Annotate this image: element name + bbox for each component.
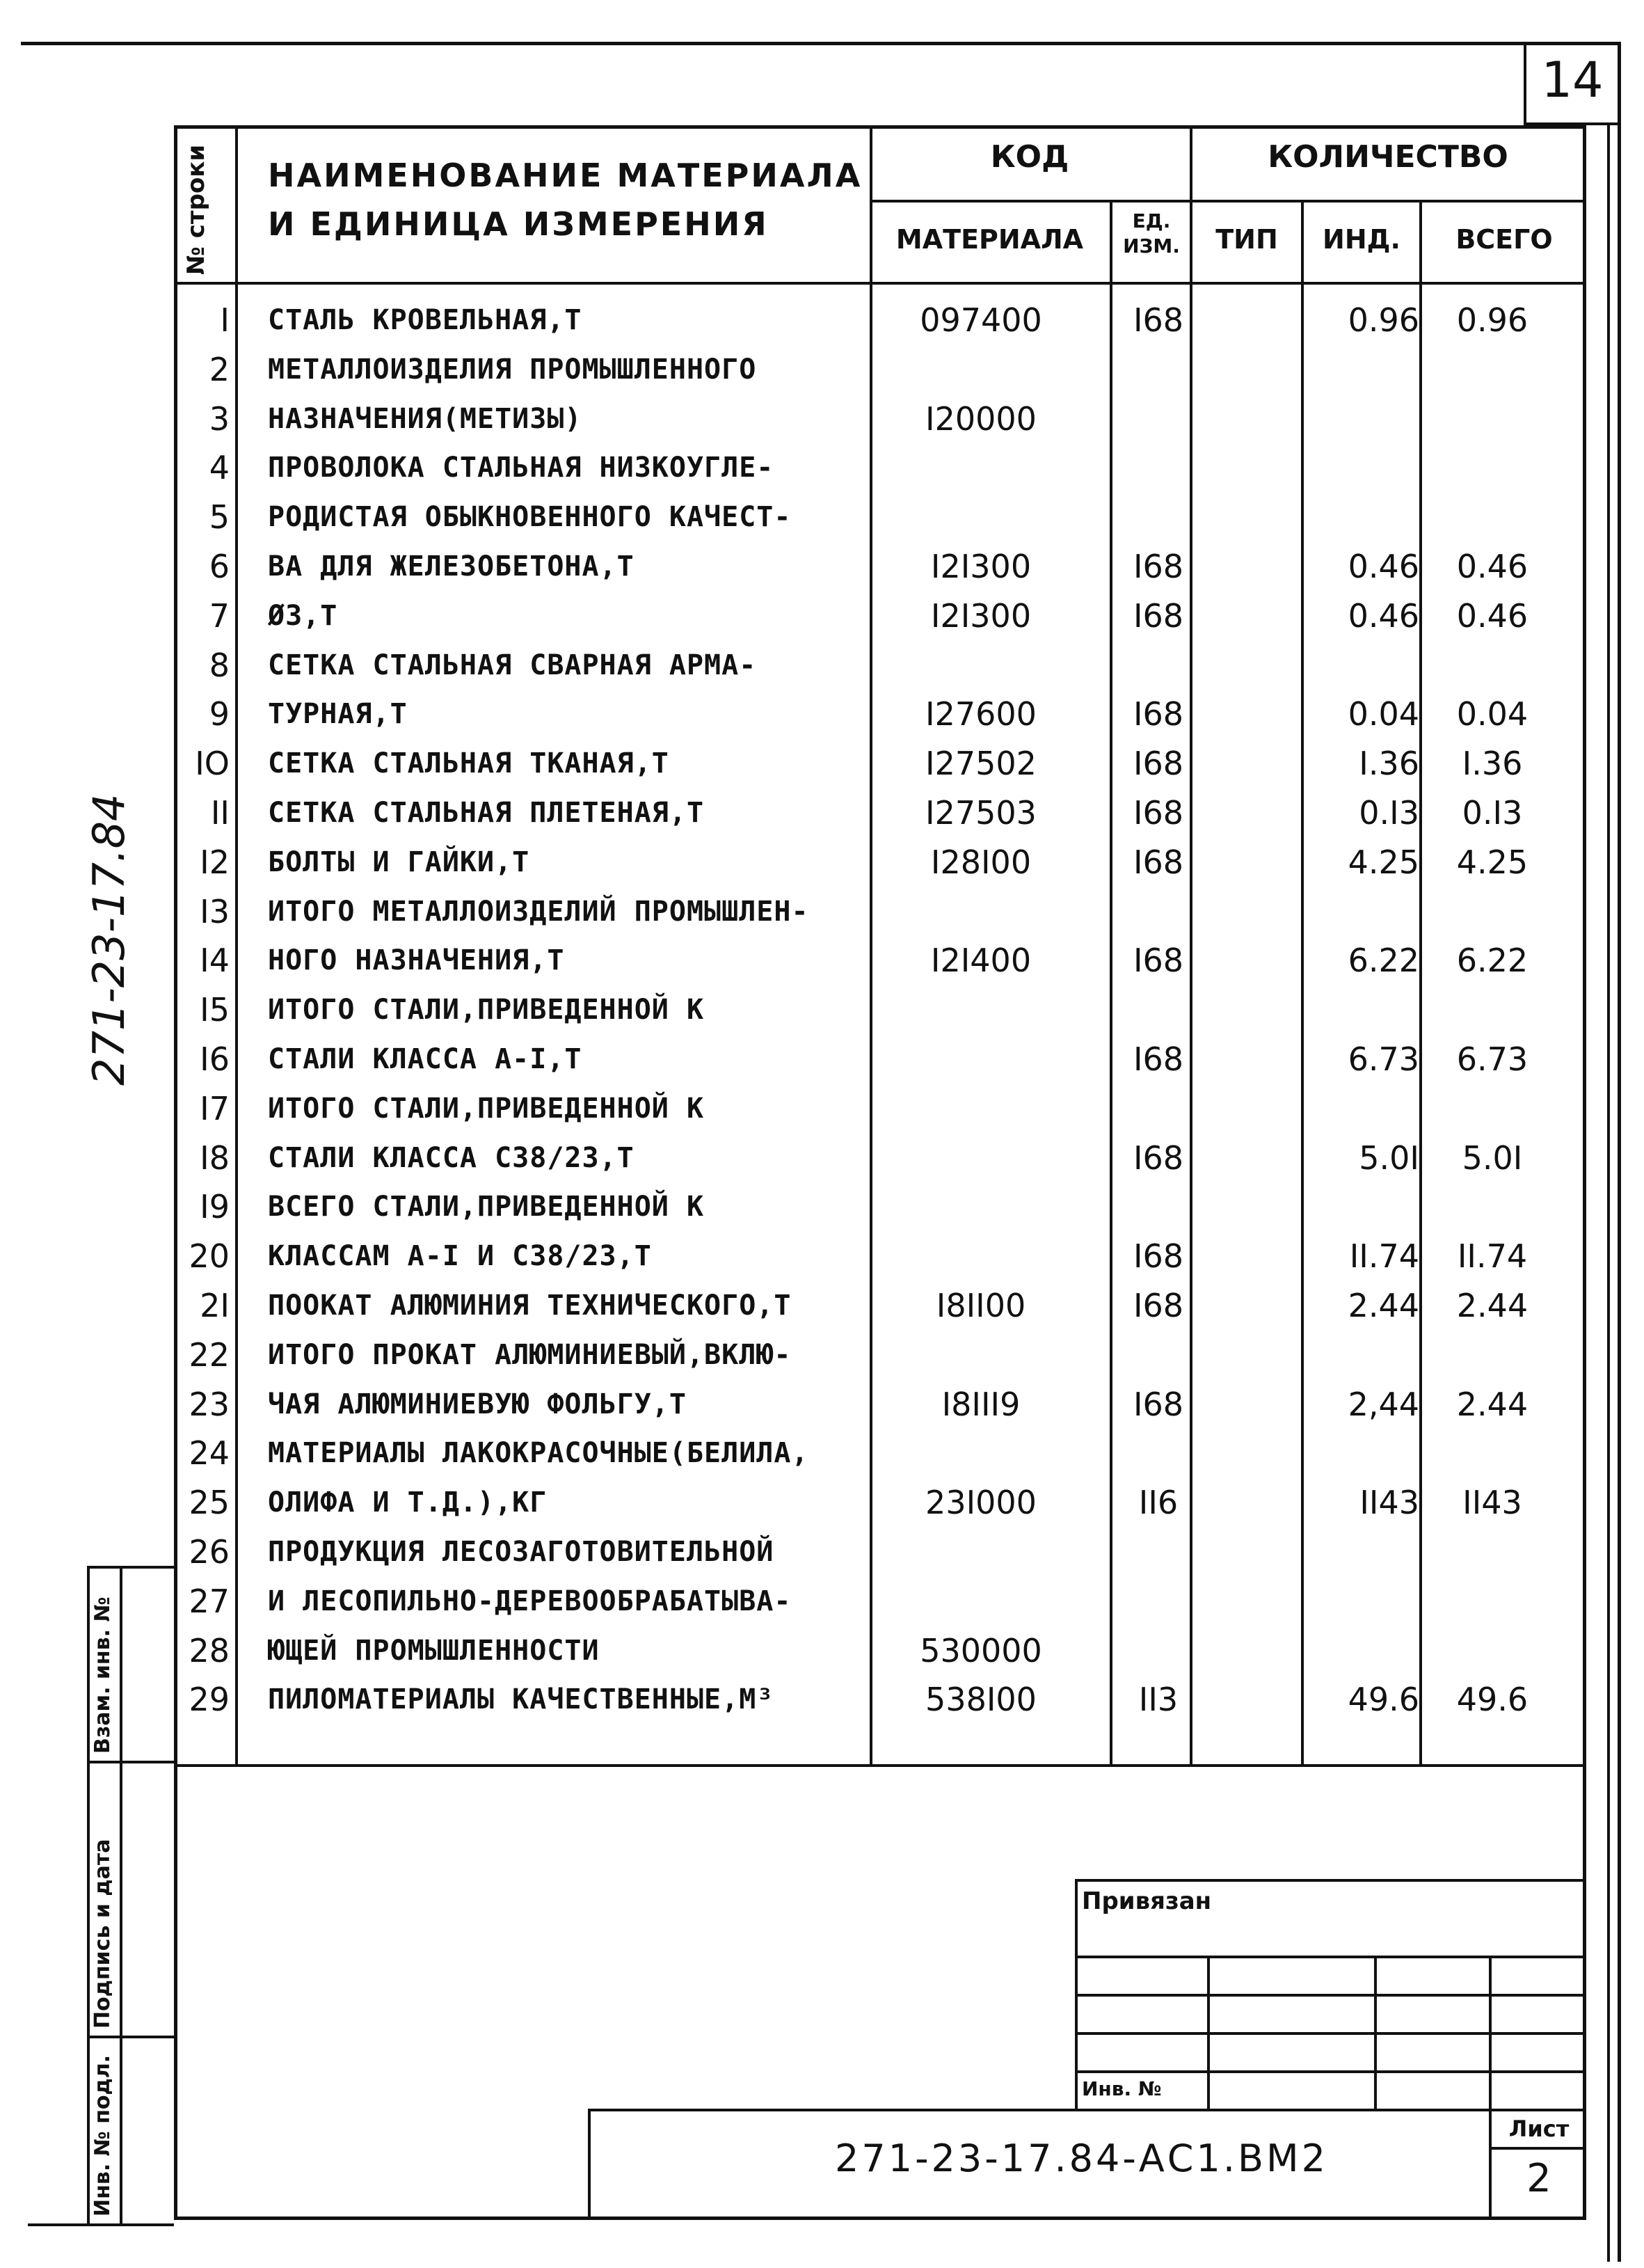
material-name: ИТОГО МЕТАЛЛОИЗДЕЛИЙ ПРОМЫШЛЕН- <box>268 895 809 928</box>
header-ind: ИНД. <box>1323 224 1400 255</box>
material-name: СТАЛИ КЛАССА А-I,Т <box>268 1043 582 1075</box>
header-bottom-line <box>174 282 1586 285</box>
quantity-total <box>1433 1429 1551 1478</box>
material-name: СТАЛЬ КРОВЕЛЬНАЯ,Т <box>268 304 582 336</box>
row-number: 27 <box>189 1582 230 1620</box>
material-code <box>880 1232 1082 1281</box>
unit-code: I68 <box>1133 548 1184 585</box>
quantity-ind <box>1308 1429 1419 1478</box>
unit-code: I68 <box>1133 301 1184 339</box>
material-name: ЧАЯ АЛЮМИНИЕВУЮ ФОЛЬГУ,Т <box>268 1388 687 1420</box>
quantity-total <box>1433 887 1551 937</box>
sheet-box-mid-line <box>1489 2147 1586 2150</box>
unit-code: I68 <box>1133 1287 1184 1324</box>
row-number: 26 <box>189 1533 230 1571</box>
quantity-ind <box>1308 1626 1419 1676</box>
table-row <box>0 296 1644 345</box>
sheet-label: Лист <box>1508 2116 1570 2142</box>
quantity-ind: I.36 <box>1359 745 1419 783</box>
row-number: 29 <box>189 1681 230 1719</box>
row-number: I4 <box>200 942 230 980</box>
table-row <box>0 1281 1644 1331</box>
quantity-total: 0.96 <box>1456 301 1529 339</box>
quantity-total <box>1433 1577 1551 1626</box>
row-number: I9 <box>200 1188 230 1226</box>
material-name: ПИЛОМАТЕРИАЛЫ КАЧЕСТВЕННЫЕ,М³ <box>268 1683 774 1716</box>
quantity-total <box>1433 1528 1551 1577</box>
material-name: НАЗНАЧЕНИЯ(МЕТИЗЫ) <box>268 402 582 435</box>
material-name: ЮЩЕЙ ПРОМЫШЛЕННОСТИ <box>268 1634 600 1667</box>
quantity-ind: 0.46 <box>1348 596 1419 635</box>
quantity-ind <box>1308 1577 1419 1626</box>
unit-code <box>1120 1182 1197 1232</box>
stamp-grid-line-3 <box>1075 2032 1586 2035</box>
material-code: 097400 <box>920 301 1042 339</box>
quantity-ind: 0.I3 <box>1359 794 1419 832</box>
row-number: 23 <box>189 1385 230 1423</box>
stamp-grid-col-2 <box>1374 1956 1377 2109</box>
quantity-total: 5.0I <box>1462 1139 1523 1177</box>
row-number: 22 <box>189 1335 230 1374</box>
unit-code: I68 <box>1133 596 1184 635</box>
quantity-total <box>1433 1084 1551 1134</box>
unit-code: I68 <box>1133 794 1184 832</box>
table-row <box>0 1182 1644 1232</box>
table-bottom-line <box>174 1764 1586 1767</box>
side-code: 271-23-17.84 <box>83 793 134 1086</box>
quantity-total: 0.46 <box>1456 548 1529 585</box>
quantity-total: 2.44 <box>1456 1385 1529 1423</box>
quantity-total <box>1433 985 1551 1035</box>
stamp-grid-col-1 <box>1207 1956 1210 2109</box>
quantity-total: 6.22 <box>1456 942 1529 980</box>
material-code: I2I400 <box>930 942 1032 980</box>
unit-code <box>1120 443 1197 493</box>
table-row <box>0 788 1644 838</box>
stamp-grid-line-4 <box>1075 2070 1586 2073</box>
material-name: СЕТКА СТАЛЬНАЯ ПЛЕТЕНАЯ,Т <box>268 797 705 829</box>
stamp-top-line <box>1075 1879 1586 1882</box>
quantity-total <box>1433 1182 1551 1232</box>
stamp-grid-line-1 <box>1075 1956 1586 1958</box>
row-number: 2I <box>200 1287 230 1324</box>
quantity-ind <box>1308 345 1419 395</box>
quantity-total: 0.04 <box>1456 695 1529 733</box>
unit-code: II6 <box>1138 1484 1179 1522</box>
row-number: I7 <box>200 1089 230 1127</box>
quantity-ind <box>1308 641 1419 690</box>
unit-code: I68 <box>1133 745 1184 783</box>
material-name: СЕТКА СТАЛЬНАЯ СВАРНАЯ АРМА- <box>268 649 757 681</box>
quantity-total <box>1433 493 1551 542</box>
material-name: ОЛИФА И Т.Д.),КГ <box>268 1486 548 1519</box>
table-row <box>0 887 1644 937</box>
material-code: I27503 <box>925 794 1037 832</box>
sheet-value: 2 <box>1526 2156 1551 2201</box>
quantity-ind: 0.46 <box>1348 548 1419 585</box>
doc-code: 271-23-17.84-АС1.ВМ2 <box>835 2136 1328 2180</box>
quantity-ind <box>1308 443 1419 493</box>
row-number: I5 <box>200 991 230 1029</box>
material-name: И ЛЕСОПИЛЬНО-ДЕРЕВООБРАБАТЫВА- <box>268 1585 792 1617</box>
table-row <box>0 1134 1644 1183</box>
unit-code <box>1120 1429 1197 1478</box>
title-block-left-line <box>588 2109 591 2220</box>
row-number: 5 <box>209 498 230 537</box>
unit-code: I68 <box>1133 1237 1184 1276</box>
unit-code: I68 <box>1133 942 1184 980</box>
row-number: IO <box>195 745 230 783</box>
header-code: КОД <box>990 139 1069 175</box>
table-row <box>0 1380 1644 1429</box>
quantity-total: I.36 <box>1462 745 1523 783</box>
material-code <box>880 1577 1082 1626</box>
row-number: 7 <box>209 596 230 635</box>
row-number: I <box>220 301 230 339</box>
unit-code <box>1120 1528 1197 1577</box>
unit-code <box>1120 1577 1197 1626</box>
sheet-number-top: 14 <box>1541 51 1604 109</box>
unit-code <box>1120 1626 1197 1676</box>
table-row <box>0 1084 1644 1134</box>
header-total: ВСЕГО <box>1455 224 1553 255</box>
side-stamp-left <box>87 1566 90 2223</box>
material-name: ИТОГО СТАЛИ,ПРИВЕДЕННОЙ К <box>268 994 705 1026</box>
side-label-signature-date: Подпись и дата <box>90 1839 115 2029</box>
material-code: I2I300 <box>930 548 1032 585</box>
unit-code: I68 <box>1133 1139 1184 1177</box>
table-row <box>0 985 1644 1035</box>
quantity-ind <box>1308 1182 1419 1232</box>
quantity-ind: 5.0I <box>1359 1139 1419 1177</box>
table-row <box>0 1331 1644 1380</box>
header-row-no: № строки <box>182 144 210 275</box>
material-name: МЕТАЛЛОИЗДЕЛИЯ ПРОМЫШЛЕННОГО <box>268 353 757 386</box>
material-code: I27502 <box>925 745 1037 783</box>
table-row <box>0 493 1644 542</box>
material-name: ПРОВОЛОКА СТАЛЬНАЯ НИЗКОУГЛЕ- <box>268 452 774 484</box>
quantity-ind: 0.04 <box>1348 695 1419 733</box>
material-code: I2I300 <box>930 596 1032 635</box>
quantity-total: 49.6 <box>1456 1681 1529 1719</box>
table-row <box>0 1626 1644 1676</box>
unit-code <box>1120 395 1197 444</box>
material-name: ИТОГО СТАЛИ,ПРИВЕДЕННОЙ К <box>268 1092 705 1125</box>
material-code <box>880 345 1082 395</box>
quantity-ind <box>1308 1331 1419 1380</box>
unit-code <box>1120 1084 1197 1134</box>
material-code: I8III9 <box>941 1385 1021 1423</box>
table-row <box>0 936 1644 985</box>
table-row <box>0 345 1644 395</box>
material-code <box>880 641 1082 690</box>
material-code <box>880 1182 1082 1232</box>
row-number: I6 <box>200 1040 230 1078</box>
table-row <box>0 641 1644 690</box>
row-number: 20 <box>189 1237 230 1276</box>
side-stamp-top <box>87 1566 174 1569</box>
side-stamp-bottom <box>28 2223 174 2226</box>
quantity-total <box>1433 443 1551 493</box>
row-number: II <box>210 794 230 832</box>
material-code <box>880 1331 1082 1380</box>
table-row <box>0 443 1644 493</box>
material-name: ТУРНАЯ,Т <box>268 698 408 731</box>
quantity-total <box>1433 641 1551 690</box>
unit-code: I68 <box>1133 1040 1184 1078</box>
quantity-total <box>1433 1331 1551 1380</box>
unit-code: I68 <box>1133 1385 1184 1423</box>
quantity-ind: 6.22 <box>1348 942 1419 980</box>
unit-code <box>1120 985 1197 1035</box>
table-row <box>0 1232 1644 1281</box>
material-name: БОЛТЫ И ГАЙКИ,Т <box>268 846 530 878</box>
unit-code <box>1120 493 1197 542</box>
quantity-ind: 2,44 <box>1348 1385 1419 1423</box>
table-row <box>0 690 1644 739</box>
quantity-total: 0.46 <box>1456 596 1529 635</box>
table-row <box>0 739 1644 788</box>
material-code <box>880 1528 1082 1577</box>
header-unit: ЕД. ИЗМ. <box>1123 209 1180 257</box>
material-code <box>880 1429 1082 1478</box>
material-code <box>880 1035 1082 1084</box>
unit-code <box>1120 641 1197 690</box>
side-label-inv-orig: Инв. № подл. <box>90 2054 115 2217</box>
stamp-grid-line-2 <box>1075 1994 1586 1997</box>
side-stamp-inner <box>120 1566 122 2223</box>
quantity-ind <box>1308 1528 1419 1577</box>
quantity-total <box>1433 1626 1551 1676</box>
material-name: МАТЕРИАЛЫ ЛАКОКРАСОЧНЫЕ(БЕЛИЛА, <box>268 1437 809 1470</box>
material-code <box>880 887 1082 937</box>
table-row <box>0 1478 1644 1528</box>
table-row <box>0 838 1644 887</box>
quantity-total: 6.73 <box>1456 1040 1529 1078</box>
row-number: 8 <box>209 646 230 684</box>
material-name: ВА ДЛЯ ЖЕЛЕЗОБЕТОНА,Т <box>268 550 635 582</box>
quantity-ind <box>1308 985 1419 1035</box>
table-row <box>0 1429 1644 1478</box>
quantity-ind <box>1308 887 1419 937</box>
row-number: 28 <box>189 1631 230 1670</box>
title-block-top-line <box>588 2109 1586 2111</box>
page-number-box-left <box>1524 42 1526 125</box>
header-material: МАТЕРИАЛА <box>895 224 1084 255</box>
table-row <box>0 395 1644 444</box>
quantity-ind: 2.44 <box>1348 1287 1419 1324</box>
material-code: I28I00 <box>930 843 1032 881</box>
side-label-replaced-inv: Взам. инв. № <box>90 1596 115 1754</box>
side-stamp-div-1 <box>87 1761 174 1763</box>
unit-code <box>1120 345 1197 395</box>
quantity-ind: 6.73 <box>1348 1040 1419 1078</box>
unit-code <box>1120 887 1197 937</box>
table-row <box>0 592 1644 641</box>
material-code: I27600 <box>925 695 1037 733</box>
row-number: 24 <box>189 1434 230 1473</box>
header-quantity: КОЛИЧЕСТВО <box>1268 139 1508 175</box>
table-row <box>0 1577 1644 1626</box>
material-name: ПООКАТ АЛЮМИНИЯ ТЕХНИЧЕСКОГО,Т <box>268 1290 792 1322</box>
quantity-ind <box>1308 1084 1419 1134</box>
unit-code: I68 <box>1133 695 1184 733</box>
quantity-total: II43 <box>1462 1484 1522 1522</box>
table-row <box>0 1528 1644 1577</box>
header-mid-line <box>870 200 1586 203</box>
row-number: 9 <box>209 695 230 733</box>
material-code: 23I000 <box>925 1484 1037 1522</box>
row-number: 2 <box>209 350 230 388</box>
table-row <box>0 542 1644 592</box>
material-name: ВСЕГО СТАЛИ,ПРИВЕДЕННОЙ К <box>268 1191 705 1223</box>
material-code <box>880 1084 1082 1134</box>
quantity-total: 2.44 <box>1456 1287 1529 1324</box>
material-name: СТАЛИ КЛАССА С38/23,Т <box>268 1141 635 1174</box>
quantity-ind: II43 <box>1359 1484 1419 1522</box>
row-number: I8 <box>200 1139 230 1177</box>
material-name: РОДИСТАЯ ОБЫКНОВЕННОГО КАЧЕСТ- <box>268 501 792 534</box>
row-number: 6 <box>209 548 230 585</box>
quantity-total <box>1433 395 1551 444</box>
material-code: 538I00 <box>925 1681 1037 1719</box>
material-name: Ø3,Т <box>268 599 338 632</box>
stamp-grid-col-3 <box>1489 1956 1492 2109</box>
material-code: I8II00 <box>936 1287 1026 1324</box>
material-code <box>880 985 1082 1035</box>
unit-code: II3 <box>1138 1681 1179 1719</box>
material-code <box>880 493 1082 542</box>
table-row <box>0 1675 1644 1724</box>
row-number: 3 <box>209 399 230 438</box>
quantity-total: 4.25 <box>1456 843 1529 881</box>
unit-code <box>1120 1331 1197 1380</box>
quantity-ind <box>1308 395 1419 444</box>
quantity-ind: 49.6 <box>1348 1681 1419 1719</box>
header-type: ТИП <box>1215 224 1278 255</box>
material-code: I20000 <box>925 399 1037 438</box>
row-number: 25 <box>189 1484 230 1522</box>
material-name: КЛАССАМ А-I И С38/23,Т <box>268 1240 652 1273</box>
row-number: 4 <box>209 449 230 487</box>
material-code: 530000 <box>920 1631 1042 1670</box>
material-name: ИТОГО ПРОКАТ АЛЮМИНИЕВЫЙ,ВКЛЮ- <box>268 1338 792 1371</box>
row-number: I3 <box>200 892 230 930</box>
header-name-line1: НАИМЕНОВАНИЕ МАТЕРИАЛА <box>268 157 863 194</box>
quantity-ind: II.74 <box>1349 1237 1419 1276</box>
header-name-line2: И ЕДИНИЦА ИЗМЕРЕНИЯ <box>268 205 769 243</box>
stamp-bound-label: Привязан <box>1082 1887 1212 1915</box>
material-name: СЕТКА СТАЛЬНАЯ ТКАНАЯ,Т <box>268 747 669 780</box>
quantity-total: 0.I3 <box>1462 794 1523 832</box>
quantity-total <box>1433 345 1551 395</box>
quantity-total: II.74 <box>1457 1237 1528 1276</box>
material-code <box>880 1134 1082 1183</box>
material-name: ПРОДУКЦИЯ ЛЕСОЗАГОТОВИТЕЛЬНОЙ <box>268 1536 774 1568</box>
material-code <box>880 443 1082 493</box>
table-row <box>0 1035 1644 1084</box>
row-number: I2 <box>200 843 230 881</box>
quantity-ind: 0.96 <box>1348 301 1419 339</box>
material-name: НОГО НАЗНАЧЕНИЯ,Т <box>268 944 565 977</box>
quantity-ind <box>1308 493 1419 542</box>
unit-code: I68 <box>1133 843 1184 881</box>
side-stamp-div-2 <box>87 2036 174 2038</box>
stamp-inv-no-label: Инв. № <box>1082 2077 1162 2100</box>
quantity-ind: 4.25 <box>1348 843 1419 881</box>
